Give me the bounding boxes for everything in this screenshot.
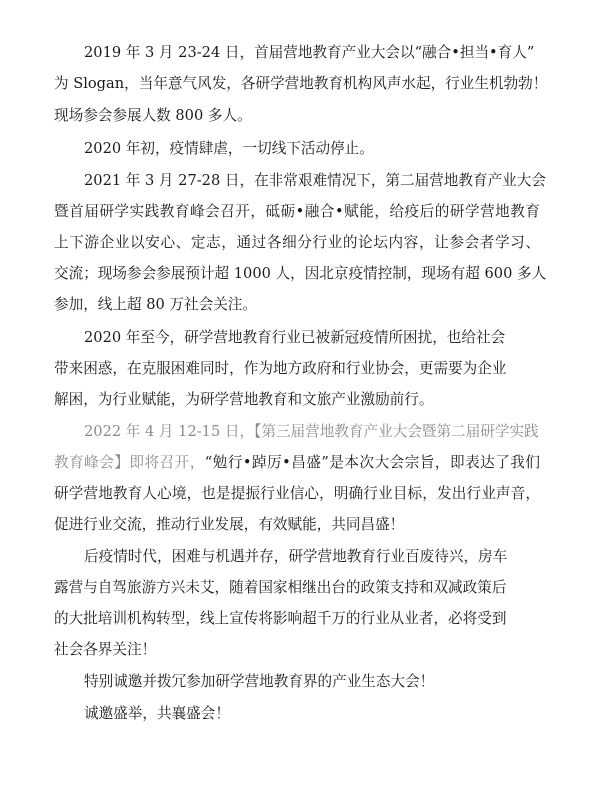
paragraph-1-line-2: 为 Slogan，当年意气风发，各研学营地教育机构风声水起，行业生机勃勃！ [54,75,548,92]
paragraph-4-line-2: 带来困惑，在克服困难同时，作为地方政府和行业协会，更需要为企业 [54,360,507,377]
paragraph-5-line-2-grey: 教育峰会】即将召开， [54,454,205,471]
paragraph-4-line-1: 2020 年至今，研学营地教育行业已被新冠疫情所困扰，也给社会 [84,329,506,346]
paragraph-5-line-1: 2022 年 4 月 12-15 日，【第三届营地教育产业大会暨第二届研学实践 [84,423,539,440]
paragraph-2-line-1: 2020 年初，疫情肆虐，一切线下活动停止。 [84,140,374,157]
paragraph-1-line-1: 2019 年 3 月 23-24 日，首届营地教育产业大会以“融合•担当•育人” [84,44,535,61]
paragraph-5-line-3: 研学营地教育人心境，也是提振行业信心，明确行业目标，发出行业声音， [54,485,540,502]
paragraph-6-line-4: 社会各界关注！ [54,641,157,658]
paragraph-3-line-2: 暨首届研学实践教育峰会召开，砥砺•融合•赋能，给疫后的研学营地教育 [54,203,540,220]
paragraph-6-line-1: 后疫情时代，困难与机遇并存，研学营地教育行业百废待兴，房车 [84,548,508,565]
paragraph-3-line-5: 参加，线上超 80 万社会关注。 [54,296,257,313]
paragraph-3-line-3: 上下游企业以安心、定志，通过各细分行业的论坛内容，让参会者学习、 [54,234,540,251]
paragraph-5-line-2 [54,451,540,475]
paragraph-6-line-2: 露营与自驾旅游方兴未艾，随着国家相继出台的政策支持和双减政策后 [54,579,507,596]
paragraph-5-line-4: 促进行业交流，推动行业发展，有效赋能，共同昌盛！ [54,516,405,533]
paragraph-6-line-3: 的大批培训机构转型，线上宣传将影响超千万的行业从业者，必将受到 [54,610,507,627]
paragraph-3-line-1: 2021 年 3 月 27-28 日，在非常艰难情况下，第二届营地教育产业大会 [84,172,546,189]
paragraph-4-line-3: 解困，为行业赋能，为研学营地教育和文旅产业激励前行。 [54,391,434,408]
paragraph-7-line-1: 特别诚邀并拨冗参加研学营地教育界的产业生态大会！ [84,673,435,690]
paragraph-8-line-1: 诚邀盛举，共襄盛会！ [84,705,230,722]
paragraph-1-line-3: 现场参会参展人数 800 多人。 [54,107,252,124]
paragraph-3-line-4: 交流；现场参会参展预计超 1000 人，因北京疫情控制，现场有超 600 多人 [54,265,547,282]
paragraph-5-line-2-rest: “勉行•踔厉•昌盛”是本次大会宗旨，即表达了我们 [204,454,540,471]
